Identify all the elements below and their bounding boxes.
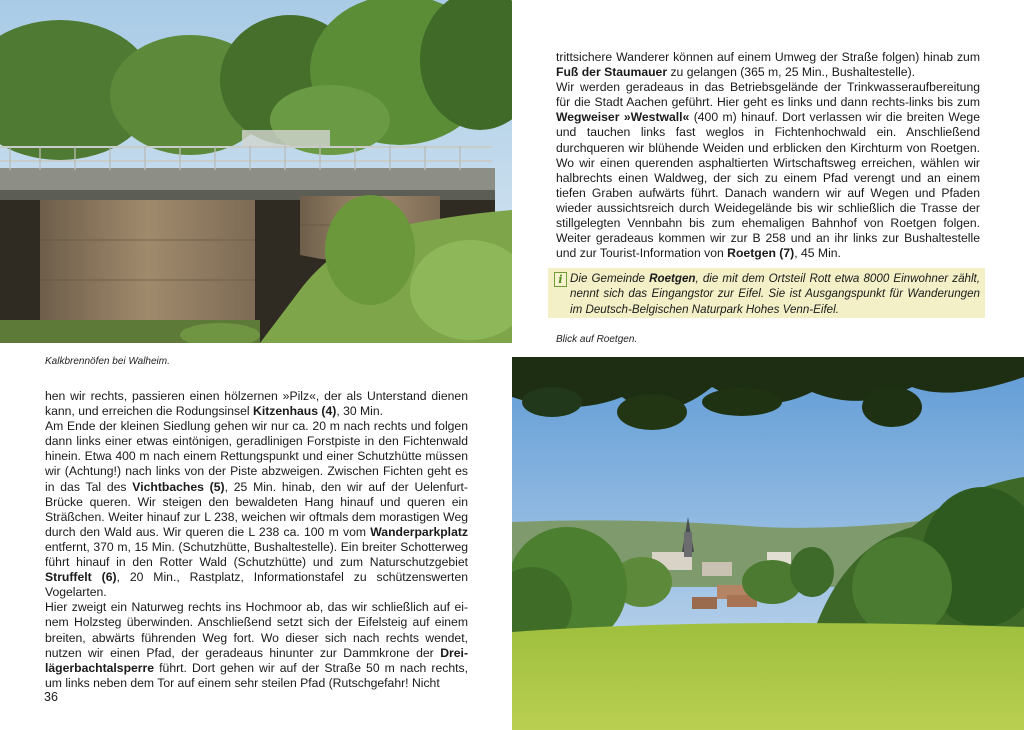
text-run: , die mit dem Ortsteil Rott etwa 8000 Einwohner zählt, nennt sich das Eingangstor zur Eifel. Sie ist Ausgangspunkt für Wanderungen im Deutsch-Belgischen Naturpark Hohes Venn-Eifel. — [570, 272, 980, 316]
bold-term: Vichtbaches (5) — [132, 479, 225, 494]
bold-term: Struffelt (6) — [45, 570, 117, 585]
bold-term: Roetgen (7) — [727, 246, 795, 261]
info-text — [570, 271, 980, 317]
paragraph — [556, 80, 980, 261]
body-text-right — [556, 50, 980, 261]
text-run: , 20 Min., Rastplatz, Informationstafel zu schützenswerten Vogelarten. — [45, 570, 468, 600]
photo-lime-kilns — [0, 0, 512, 343]
text-run: Hier zweigt ein Naturweg rechts ins Hochmoor ab, das wir schließlich auf einem Holzsteg überwinden. Anschließend setzt sich der Eifelsteig auf einem breiten, abwärts führenden Weg fort. Wo dieser sich nach rechts wendet, nutzen wir einen Pfad, der geradeaus hinunter zur Dammkrone der — [45, 600, 468, 660]
paragraph — [45, 419, 468, 600]
text-run: Die Gemeinde — [570, 272, 650, 285]
bold-term: Dreilägerbachtalsperre — [45, 645, 468, 675]
text-run: hen wir rechts, passieren einen hölzernen »Pilz«, der als Unterstand dienen kann, und erreichen die Rodungsinsel — [45, 389, 468, 419]
text-run: , 30 Min. — [336, 404, 384, 419]
bold-term: Wanderparkplatz — [370, 524, 468, 539]
bold-term: Fuß der Staumauer — [556, 65, 668, 80]
text-run: Wir werden geradeaus in das Betriebsgelände der Trinkwasseraufbereitung für die Stadt Aachen geführt. Hier geht es links und dann rechts-links bis zum — [556, 80, 980, 110]
text-run: , 25 Min. hinab, den wir auf der Uelenfurt-Brücke queren. Wir steigen den bewaldeten Hang hinauf und queren ein Sträßchen. Weiter hinauf zur L 238, weichen wir oftmals dem morastigen Weg durch den Wald aus. Wir queren die L 238 ca. 100 m vom — [45, 479, 468, 539]
bold-term: Kitzenhaus (4) — [253, 404, 337, 419]
paragraph — [45, 389, 468, 419]
text-run: führt. Dort gehen wir auf der Straße 50 m nach rechts, um links neben dem Tor auf einem sehr steilen Pfad (Rutschgefahr! Nicht — [45, 660, 468, 690]
text-run: Am Ende der kleinen Siedlung gehen wir nur ca. 20 m nach rechts und folgen dann links einer etwas eintönigen, geradlinigen Forstpiste in den Fichtenwald hinein. Etwa 400 m nach einem Rettungspunkt und einer Schutzhütte müssen wir (Achtung!) nach links von der Piste abzweigen. Zwischen Fichten geht es in das Tal des — [45, 419, 468, 494]
info-icon: i — [554, 272, 567, 287]
bold-term: Roetgen — [649, 272, 696, 285]
info-box — [548, 268, 985, 318]
photo-caption: Kalkbrennöfen bei Walheim. — [45, 356, 170, 367]
page-number: 36 — [44, 690, 58, 704]
photo-roetgen-view — [512, 357, 1024, 730]
body-text-left — [45, 389, 468, 691]
text-run: zu gelangen (365 m, 25 Min., Bushaltestelle). — [667, 65, 916, 80]
text-run: (400 m) hinauf. Dort verlassen wir die breiten Wege und tauchen links fast weglos in Fichtenhochwald ein. Anschließend durchqueren wir blühende Weiden und erblicken den Kirchturm von Roetgen. Wo wir einen querenden asphaltierten Wirtschaftsweg erreichen, wählen wir halbrechts einen Waldweg, der sich zu einem Pfad verengt und an einem tiefen Graben aufwärts führt. Danach wandern wir auf Wegen und Pfaden wieder aussichtsreich durch Weidegelände bis wir schließlich die Trasse der stillgelegten Vennbahn bis zum ehemaligen Bahnhof von Roetgen folgen. Weiter geradeaus kommen wir zur B 258 und an ihr links zur Bushaltestelle und zur Tourist-Information von — [556, 110, 980, 261]
photo-caption: Blick auf Roetgen. — [556, 334, 638, 345]
text-run: entfernt, 370 m, 15 Min. (Schutzhütte, Bushaltestelle). Ein breiter Schotterweg führt hinauf in den Rotter Wald (Schutzhütte) und zum Naturschutzgebiet — [45, 539, 468, 570]
right-page — [512, 0, 1024, 730]
paragraph — [556, 50, 980, 80]
text-run: , 45 Min. — [794, 246, 841, 261]
paragraph — [45, 600, 468, 691]
bold-term: Wegweiser »Westwall« — [556, 110, 690, 125]
text-run: trittsichere Wanderer können auf einem Umweg der Straße folgen) hinab zum — [556, 50, 980, 64]
